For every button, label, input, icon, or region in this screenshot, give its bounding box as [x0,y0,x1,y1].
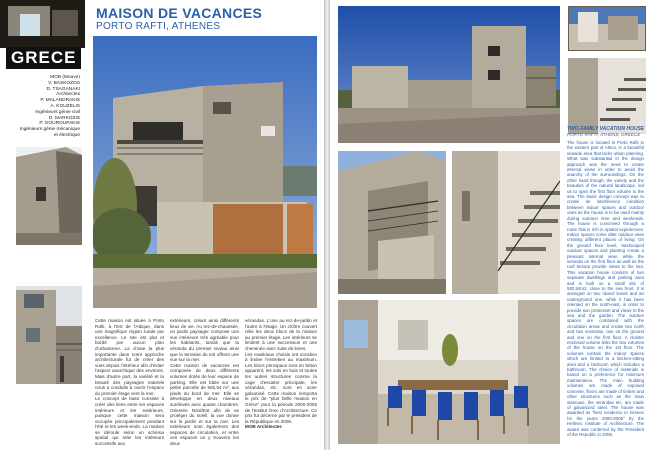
body-column-3 [245,318,317,430]
credit-line: P. GOUROUPAKIS [39,121,80,127]
credit-line: Ingénieurs génie civil [35,109,80,115]
body-paragraph: Cette maison est située à Porto Rafti, à l'Est de l'Attique, dans une magnifique région rurale par excellence. Le site est plat et bordé par aucun plan d'urbanisme. La chose la plus importante dans notre approche architecturale fut de créer des vues depuis l'intérieur afin d'éviter l'aspect anarchique des environs. Mais d'autre part, la variété et la beauté des paysages naturels nous a conduits à ouvrir l'espace du premier étage vers la mer. [95,318,164,396]
credit-line: A. KOUZELIS [50,103,80,109]
photo-exterior [338,6,560,143]
photo-left-2 [16,286,82,384]
photo-stair-exterior [338,151,446,294]
credit-line: D. TSAGANAKI [46,86,80,92]
photo-right-small [568,58,646,134]
body-signature: MOB Architectes [245,424,282,430]
body-column-2 [170,318,239,447]
left-page [0,0,324,450]
credit-line: MOB (Mouve) [50,75,80,80]
photo-dining [338,300,560,444]
body-paragraph: Le concept de base consiste à créer des liens entre les espaces intérieurs et les extérieurs, puisque cette maison sera occupée principalement pendant l'été et les week-ends. La maison se déroule selon un schéma spatial qui relie les intérieurs successifs aux [95,396,164,447]
country-label: GRECE [6,47,81,69]
english-title: TWO-FAMILY VACATION HOUSE [567,126,645,132]
english-subtitle: PORTO RAFTI, ATHENS, GREECE [567,132,641,137]
body-paragraph: Cette maison de vacances est composée de deux différents volumes dotés de leur espace de parking. Elle est bâtie sur une petite parcelle de 582,54 m², aux pieds du bord de mer. Elle se développe en deux niveaux surélevés avec quatre chambres. Orientée Nord/Est afin de se protéger du soleil, la vue donne sur le jardin et sur la mer. Les extérieurs sont également des espaces de circulation, et entre ces espaces on y trouvera les deux [170,362,239,447]
photo-top-left [0,0,85,48]
body-column-1 [95,318,164,447]
page-subtitle: PORTO RAFTI, ATHENES [96,21,221,32]
photo-stair-interior [452,151,560,294]
body-paragraph: extérieurs, créant ainsi différents lieux de vie. Au rez-de-chaussée, un jardin paysager compose une vue intérieure très agréable pour les habitants, tandis que la véranda du premier niveau ainsi que la terrasse du toit offrent une vue sur la mer. [170,318,239,363]
credit-line: P. MALANDRAKIS [40,98,80,104]
credit-line: et électrique [53,132,80,138]
page-title: MAISON DE VACANCES [96,5,263,21]
body-paragraph: Les matériaux choisis ont vocation à limiter l'entretien au maximum. Les blocs principaux sont en béton apparent, les sols en bois et toutes les autres structures comme la cage d'escalier principale, les vérandas, etc. sont en acier galvanisé. Cette maison remporta le prix de "plus belle maison en Grèce" pour la période 2000-2005 de l'Institut Grec d'Architecture. Ce prix fut décerné par le président de la République en 2006. [245,351,317,424]
main-photo [93,36,317,308]
credit-line: V. BASKOZOS [48,80,80,86]
credit-line: Ingénieurs génie mécanique [19,127,80,133]
photo-top-right [568,6,646,51]
english-body: The house is located in Porto Rafti in the eastern part of Attica, in a beautiful seaside area that lacks urban planning. What was substantial in the design approach was the need to create internal views in order to avoid the anarchy of the surroundings. On the other hand though, the variety and the beauties of the natural landscape, led us to open the first floor volume to the sea. The basic design concept was to create an interference condition between indoor spaces and outdoor ones as the house is to be used mainly during summer time and weekends. The house is conceived through a route that is rich in spatial experiences. Indoor spaces come after outdoor ones creating different places of living. On the ground floor level, landscaped outdoor spaces and planting create a pleasant internal view, while the veranda on the first floor as well as the roof terrace provide views to the sea. This vacation house consists of two separate dwellings and parking area and is built on a small site of 582,54m2, close to the sea front. It is arranged on two raised levels and an underground one, while it has been oriented on the north-east, in order to provide sun protection and views to the sea and the garden. The outdoor spaces are combined with the circulation areas and create two north and two verandas, one on the ground and one on the first floor. A cloister enclosed volume links the two volumes of the house on the 1st floor. The volumes contain the indoor spaces which are limited to a kitchen-sitting area and a bedroom which includes a bathroom. The choice of materials is based on a preference for minimum maintenance. The main building volumes are made of exposed concrete, floors are made of timber and other structures such as the main staircase, the verandas etc. are made of galvanized steel. The house was awarded as "best residence in Greece for the years 2000-2005" by the Hellenic Institute of Architecture. The award was conferred by the President of the Republic in 2006. [567,140,644,437]
credits-block [10,75,80,139]
credit-line: D. MARKOZIS [48,115,80,121]
body-paragraph: vérandas. L'une au rez-de-jardin et l'autre à l'étage. Un cloître couvert relie les deux blocs de la maison au premier étage. Les intérieurs se limitent à une succession et une cheminée avec suite de livres. [245,318,317,351]
credit-line: Architectes [56,92,80,98]
photo-left-1 [16,147,82,245]
